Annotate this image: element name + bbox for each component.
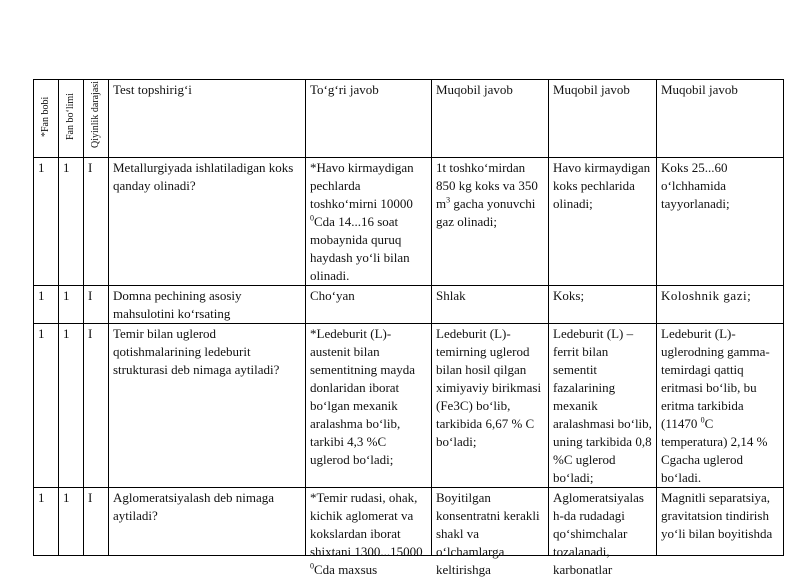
cell-bolim: 1 [59,488,84,556]
header-fan-bobi: *Fan bobi [34,80,59,158]
cell-test: Metallurgiyada ishlatiladigan koks qanday olinadi? [109,158,306,286]
cell-togri: *Ledeburit (L)-austenit bilan sementitning mayda donlaridan iborat bo‘lgan mexanik aralashma bo‘lib, tarkibi 4,3 %C uglerod bo‘ladi; [306,324,432,488]
cell-bob: 1 [34,488,59,556]
cell-muqobil-3: Koks 25...60 o‘lchhamida tayyorlanadi; [657,158,784,286]
cell-muqobil-1: Ledeburit (L)-temirning uglerod bilan hosil qilgan ximiyaviy birikmasi (Fe3C) bo‘lib, tarkibida 6,67 % C bo‘ladi; [432,324,549,488]
cell-qiyinlik: I [84,324,109,488]
cell-qiyinlik: I [84,158,109,286]
cell-muqobil-1: Shlak [432,286,549,324]
cell-muqobil-2: Havo kirmaydigan koks pechlarida olinadi; [549,158,657,286]
cell-qiyinlik: I [84,488,109,556]
header-fan-bolimi: Fan bo‘limi [59,80,84,158]
cell-bolim: 1 [59,158,84,286]
cell-togri: Cho‘yan [306,286,432,324]
header-test: Test topshirig‘i [109,80,306,158]
cell-muqobil-3: Magnitli separatsiya, gravitatsion tindirish yo‘li bilan boyitishda [657,488,784,556]
header-muqobil-2: Muqobil javob [549,80,657,158]
table-row [34,488,784,556]
cell-qiyinlik: I [84,286,109,324]
cell-test: Domna pechining asosiy mahsulotini ko‘rsating [109,286,306,324]
cell-bob: 1 [34,286,59,324]
cell-muqobil-2: Ledeburit (L) – ferrit bilan sementit fazalarining mexanik aralashmasi bo‘lib, uning tarkibida 0,8 %C uglerod bo‘ladi; [549,324,657,488]
cell-bob: 1 [34,324,59,488]
header-togri-javob: To‘g‘ri javob [306,80,432,158]
cell-bolim: 1 [59,324,84,488]
cell-bolim: 1 [59,286,84,324]
cell-muqobil-1: Boyitilgan konsentratni kerakli shakl va o‘lchamlarga keltirishga [432,488,549,556]
cell-bob: 1 [34,158,59,286]
cell-muqobil-2: Koks; [549,286,657,324]
cell-muqobil-3: Koloshnik gazi; [657,286,784,324]
cell-togri: *Havo kirmaydigan pechlarda toshko‘mirni 10000 $^0$Cda 14...16 soat mobaynida quruq haydash yo‘li bilan olinadi. [306,158,432,286]
header-qiyinlik: Qiyinlik darajasi [84,80,109,158]
header-row [34,80,784,158]
table-row [34,158,784,286]
cell-muqobil-3: Ledeburit (L)-uglerodning gamma-temirdagi qattiq eritmasi bo‘lib, bu eritma tarkibida (11470 $^0$C temperatura) 2,14 % Cgacha uglerod bo‘ladi. [657,324,784,488]
table-row [34,324,784,488]
cell-muqobil-2: Aglomeratsiyalas h-da rudadagi qo‘shimchalar tozalanadi, karbonatlar [549,488,657,556]
header-muqobil-3: Muqobil javob [657,80,784,158]
test-table [33,79,784,577]
cell-togri: *Temir rudasi, ohak, kichik aglomerat va kokslardan iborat shixtani 1300...15000 $^0$Cda maxsus [306,488,432,556]
header-muqobil-1: Muqobil javob [432,80,549,158]
cell-muqobil-1: 1t toshko‘mirdan 850 kg koks va 350 $m^3$ gacha yonuvchi gaz olinadi; [432,158,549,286]
table-row [34,286,784,324]
cell-test: Temir bilan uglerod qotishmalarining ledeburit strukturasi deb nimaga aytiladi? [109,324,306,488]
cell-test: Aglomeratsiyalash deb nimaga aytiladi? [109,488,306,556]
